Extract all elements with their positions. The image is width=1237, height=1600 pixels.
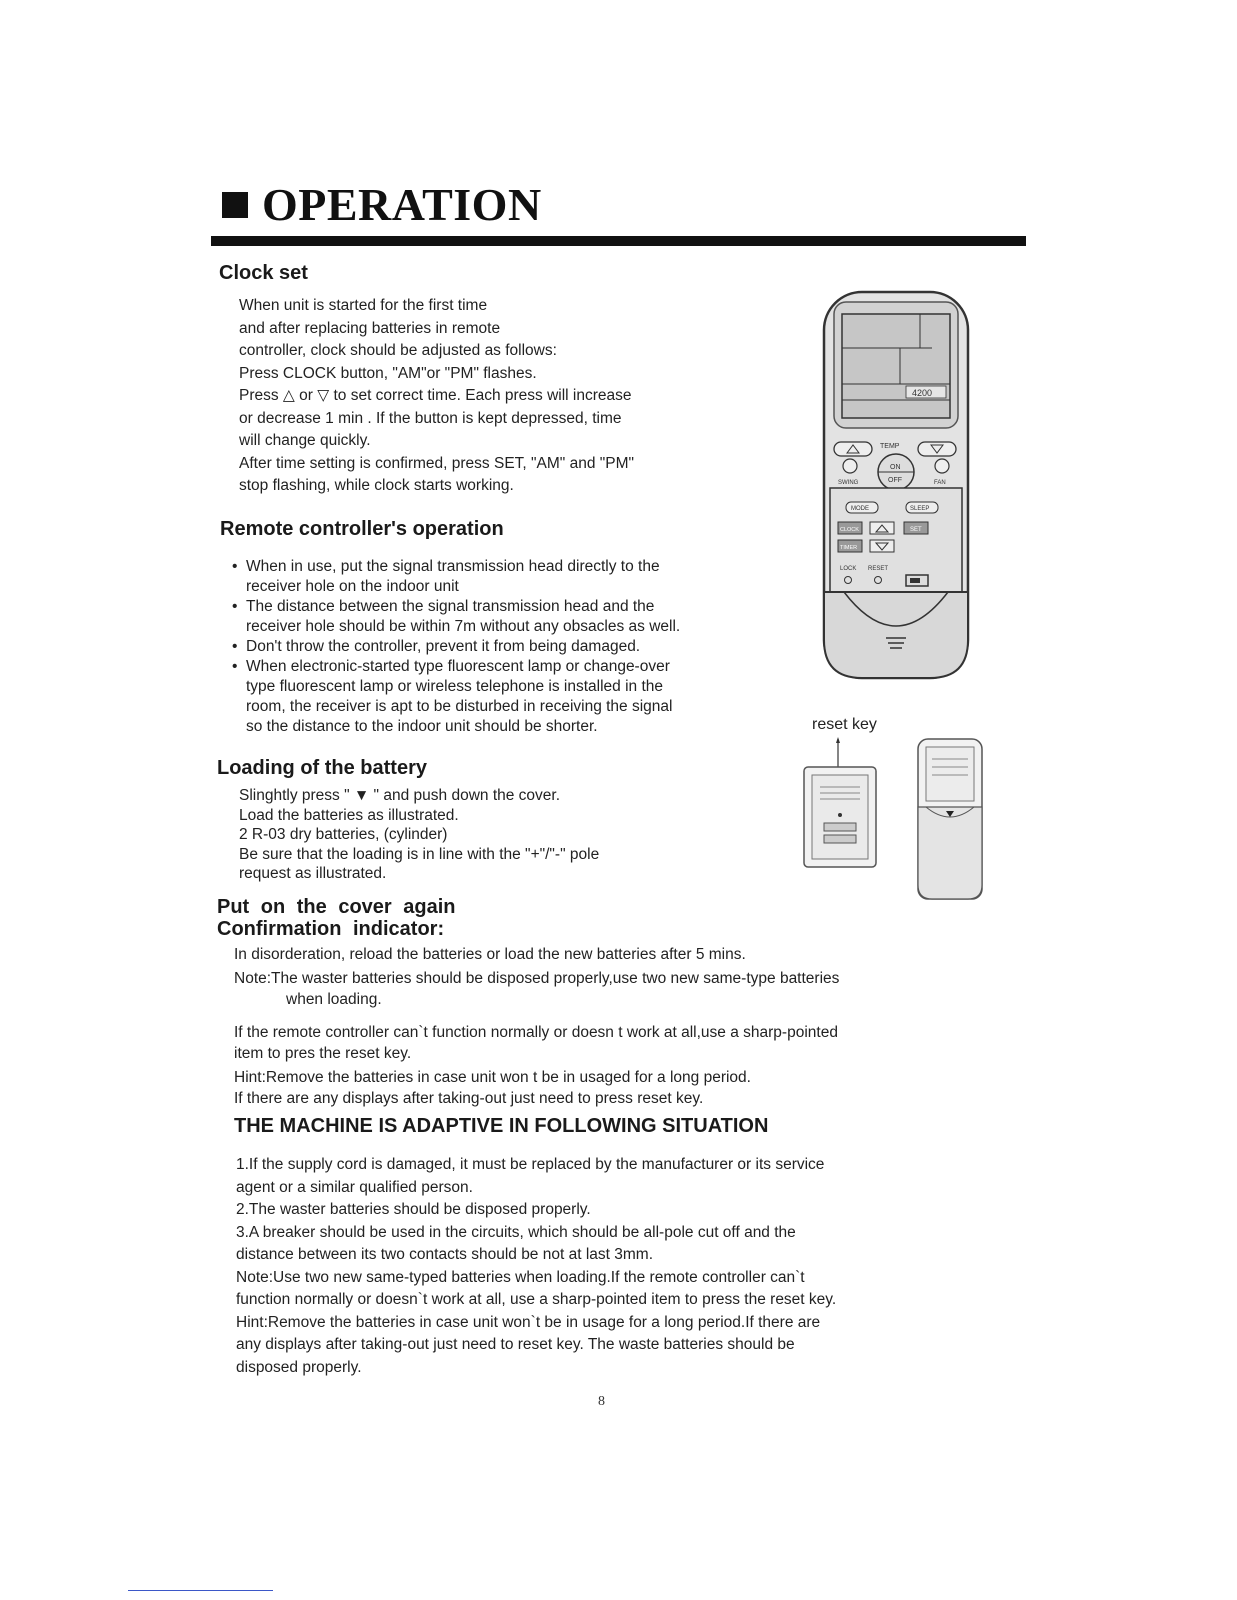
temp-label: TEMP [880, 443, 900, 450]
temp-up-button [834, 442, 872, 456]
list-item: • When in use, put the signal transmission head directly to the receiver hole on the indoor unit [232, 558, 660, 595]
title-rule [211, 236, 1026, 246]
clock-line: stop flashing, while clock starts working. [239, 477, 514, 494]
fan-button [935, 459, 949, 473]
adaptive-heading: THE MACHINE IS ADAPTIVE IN FOLLOWING SITUATION [234, 1115, 769, 1137]
battery-text [239, 786, 599, 884]
swing-button [843, 459, 857, 473]
fan-label: FAN [934, 480, 946, 486]
list-item: • The distance between the signal transmission head and the receiver hole should be within 7m without any obsacles as well. [232, 598, 681, 635]
remote-op-heading: Remote controller's operation [220, 518, 504, 540]
list-item: • Don't throw the controller, prevent it from being damaged. [232, 638, 641, 655]
battery-line: Slinghtly press " ▼ " and push down the cover. [239, 787, 561, 804]
remote-controller-illustration [820, 288, 972, 683]
clock-line: and after replacing batteries in remote [239, 319, 501, 337]
set-label: SET [910, 527, 922, 533]
adaptive-text: 1.If the supply cord is damaged, it must be replaced by the manufacturer or its service agent or a similar qualified person. 2.The waster batteries should be disposed properly. 3.A breaker should be used in the circuits, which should be all-pole cut off and the distance between its two contacts should be not at last 3mm. Note:Use two new same-typed batteries when loading.If the remote controller can`t function normally or doesn`t work at all, use a sharp-pointed item to press the reset key. Hint:Remove the batteries in case unit won`t be in usage for a long period.If there are any displays after taking-out just need to reset key. The waste batteries should be disposed properly. [236, 1156, 837, 1376]
battery-line: request as illustrated. [239, 865, 387, 882]
clock-line: When unit is started for the first time [239, 297, 488, 314]
battery-heading: Loading of the battery [217, 757, 427, 779]
battery-line: 2 R-03 dry batteries, (cylinder) [239, 826, 448, 843]
clock-line: or decrease 1 min . If the button is kept depressed, time [239, 409, 622, 427]
off-label: OFF [888, 477, 902, 484]
clock-line: After time setting is confirmed, press SET, "AM" and "PM" [239, 454, 635, 472]
clock-set-heading: Clock set [219, 262, 308, 284]
mode-label: MODE [851, 506, 869, 512]
temp-down-button [918, 442, 956, 456]
remote-op-list [232, 557, 680, 737]
swing-label: SWING [838, 480, 859, 486]
clock-label: CLOCK [840, 527, 859, 533]
clock-line: will change quickly. [239, 432, 371, 449]
list-item: • When electronic-started type fluorescent lamp or change-over type fluorescent lamp or wireless telephone is installed in the room, the receiver is apt to be disturbed in receiving the signal so the distance to the indoor unit should be shorter. [232, 658, 673, 735]
footer-link-line [128, 1590, 273, 1591]
cover-heading: Put on the cover again [217, 896, 456, 918]
sleep-label: SLEEP [910, 506, 930, 512]
page-number: 8 [598, 1394, 605, 1409]
timer-label: TIMER [840, 545, 858, 551]
reset-text: If the remote controller can`t function normally or doesn t work at all,use a sharp-pointed item to pres the reset key. [234, 1024, 838, 1062]
note-text: Note:The waster batteries should be disposed properly,use two new same-type batteries when loading. [234, 970, 840, 1008]
title-text: OPERATION [262, 179, 542, 230]
hint-text: Hint:Remove the batteries in case unit won t be in usaged for a long period. If there are any displays after taking-out just need to press reset key. [234, 1069, 751, 1107]
reset-key-label: reset key [812, 716, 877, 733]
clock-line: Press CLOCK button, "AM"or "PM" flashes. [239, 364, 537, 382]
clock-line: controller, clock should be adjusted as follows: [239, 342, 557, 359]
on-label: ON [890, 464, 901, 471]
confirmation-heading: Confirmation indicator: [217, 918, 445, 940]
battery-illustration [800, 735, 1000, 920]
title-square-icon [222, 192, 248, 218]
lock-label: LOCK [840, 566, 857, 572]
display-readout: 4200 [912, 388, 933, 398]
confirmation-text: In disorderation, reload the batteries or load the new batteries after 5 mins. [234, 946, 746, 963]
clock-line: Press △ or ▽ to set correct time. Each press will increase [239, 387, 632, 404]
page-title [222, 178, 542, 231]
battery-line: Be sure that the loading is in line with the "+"/"-" pole [239, 845, 600, 863]
battery-line: Load the batteries as illustrated. [239, 806, 459, 824]
clock-set-text [239, 295, 634, 498]
reset-label: RESET [868, 566, 889, 572]
